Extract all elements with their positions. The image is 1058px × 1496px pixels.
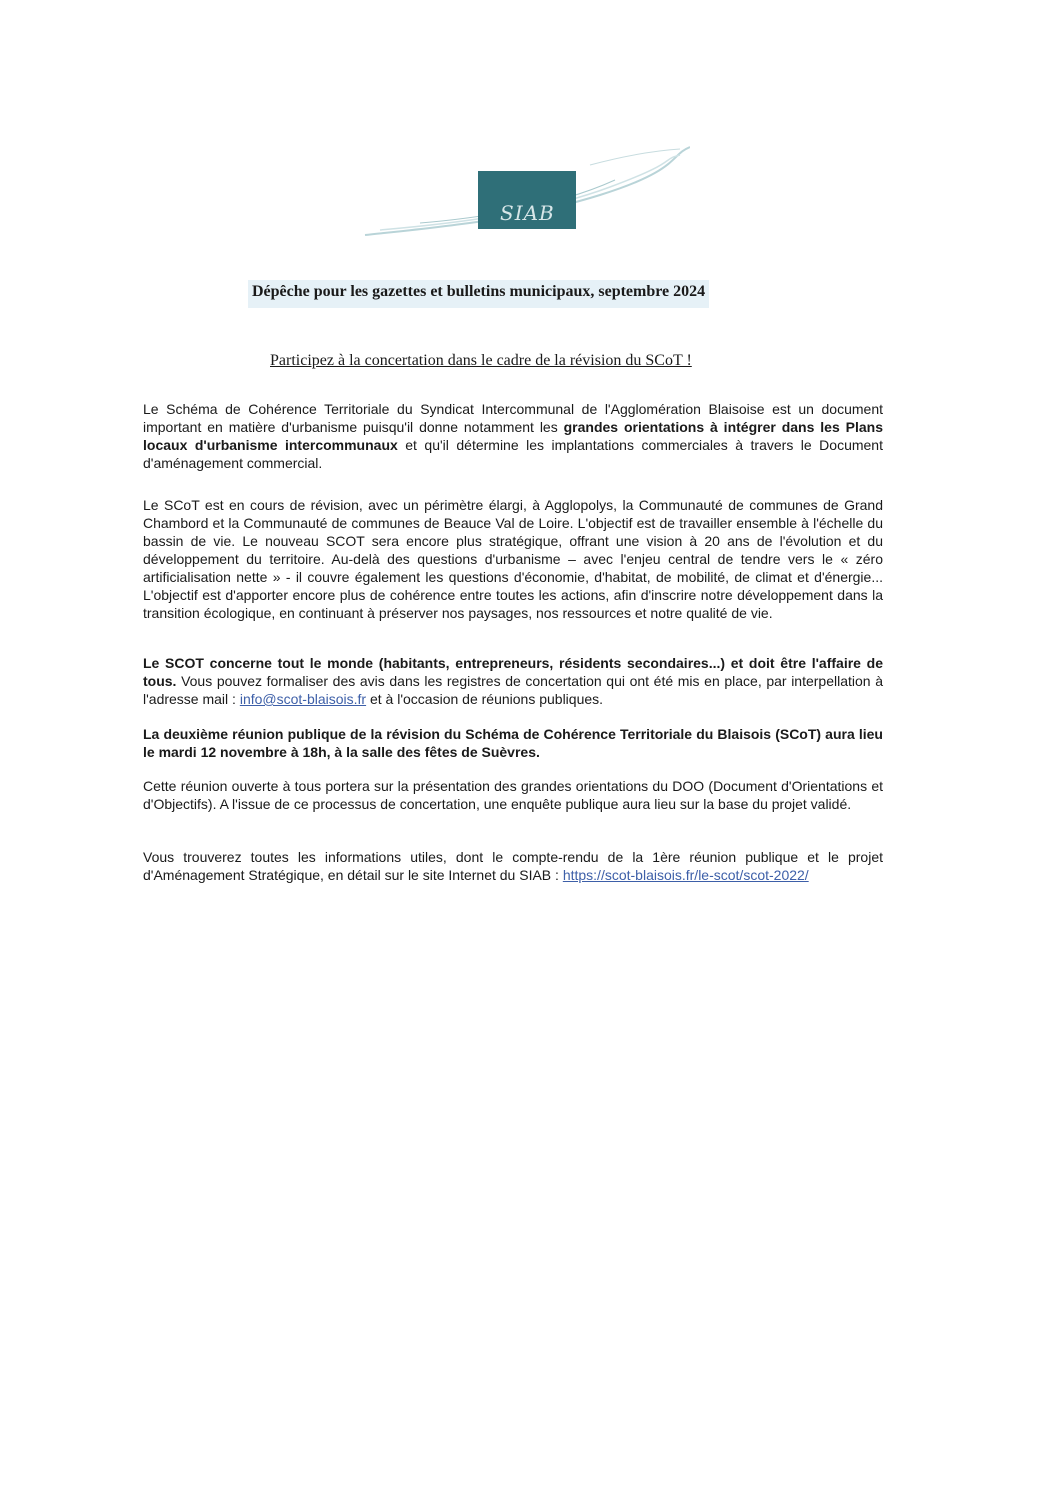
text-segment: Vous trouverez toutes les informations utiles, dont le compte-rendu de la 1ère réunion publique et le projet d'Aménagement Stratégique, en détail sur le site Internet du SIAB : (143, 849, 883, 883)
emphasis-text: grandes orientations à intégrer dans les Plans locaux d'urbanisme intercommunaux (143, 419, 883, 453)
paragraph-meeting-details: Cette réunion ouverte à tous portera sur la présentation des grandes orientations du DOO (Document d'Orientations et d'Objectifs). A l'issue de ce processus de concertation, une enquête publique aura lieu sur la base du projet validé. (143, 778, 883, 812)
emphasis-text: Le SCOT concerne tout le monde (habitants, entrepreneurs, résidents secondaires...) et doit être l'affaire de tous. (143, 655, 883, 689)
logo-signature: SIAB (500, 201, 555, 225)
website-link[interactable]: https://scot-blaisois.fr/le-scot/scot-2022/ (562, 867, 809, 883)
paragraph-more-info (143, 848, 883, 884)
text-segment: Vous pouvez formaliser des avis dans les registres de concertation qui ont été mis en place, par interpellation à l'adresse mail : (143, 673, 883, 707)
paragraph-intro (143, 400, 883, 472)
emphasis-text: La deuxième réunion publique de la révision du Schéma de Cohérence Territoriale du Blaisois (SCoT) aura lieu le mardi 12 novembre à 18h, à la salle des fêtes de Suèvres. (143, 726, 883, 760)
paragraph-revision: Le SCoT est en cours de révision, avec un périmètre élargi, à Agglopolys, la Communauté de communes de Grand Chambord et la Communauté de communes de Beauce Val de Loire. L'objectif est de travailler ensemble à l'échelle du bassin de vie. Le nouveau SCOT sera encore plus stratégique, offrant une vision à 20 ans de l'évolution et du développement du territoire. Au-delà des questions d'urbanisme – avec l'enjeu central de tendre vers le « zéro artificialisation nette » - il couvre également les questions d'économie, d'habitat, de mobilité, de climat et d'énergie... L'objectif est d'apporter encore plus de cohérence entre toutes les actions, afin d'inscrire notre développement dans la transition écologique, en continuant à préserver nos paysages, nos ressources et notre qualité de vie. (143, 497, 883, 621)
text-segment: et à l'occasion de réunions publiques. (366, 691, 604, 707)
text-segment: et qu'il détermine les implantations commerciales à travers le Document d'aménagement commercial. (143, 437, 883, 471)
paragraph-meeting (143, 725, 883, 761)
text-segment: Le Schéma de Cohérence Territoriale du Syndicat Intercommunal de l'Agglomération Blaisoise est un document important en matière d'urbanisme puisqu'il donne notamment les (143, 401, 883, 435)
page-title: Dépêche pour les gazettes et bulletins municipaux, septembre 2024 (248, 280, 709, 308)
email-link[interactable]: info@scot-blaisois.fr (239, 691, 367, 707)
paragraph-concertation (143, 654, 883, 708)
page-subtitle: Participez à la concertation dans le cadre de la révision du SCoT ! (270, 352, 692, 369)
siab-logo (360, 135, 690, 245)
